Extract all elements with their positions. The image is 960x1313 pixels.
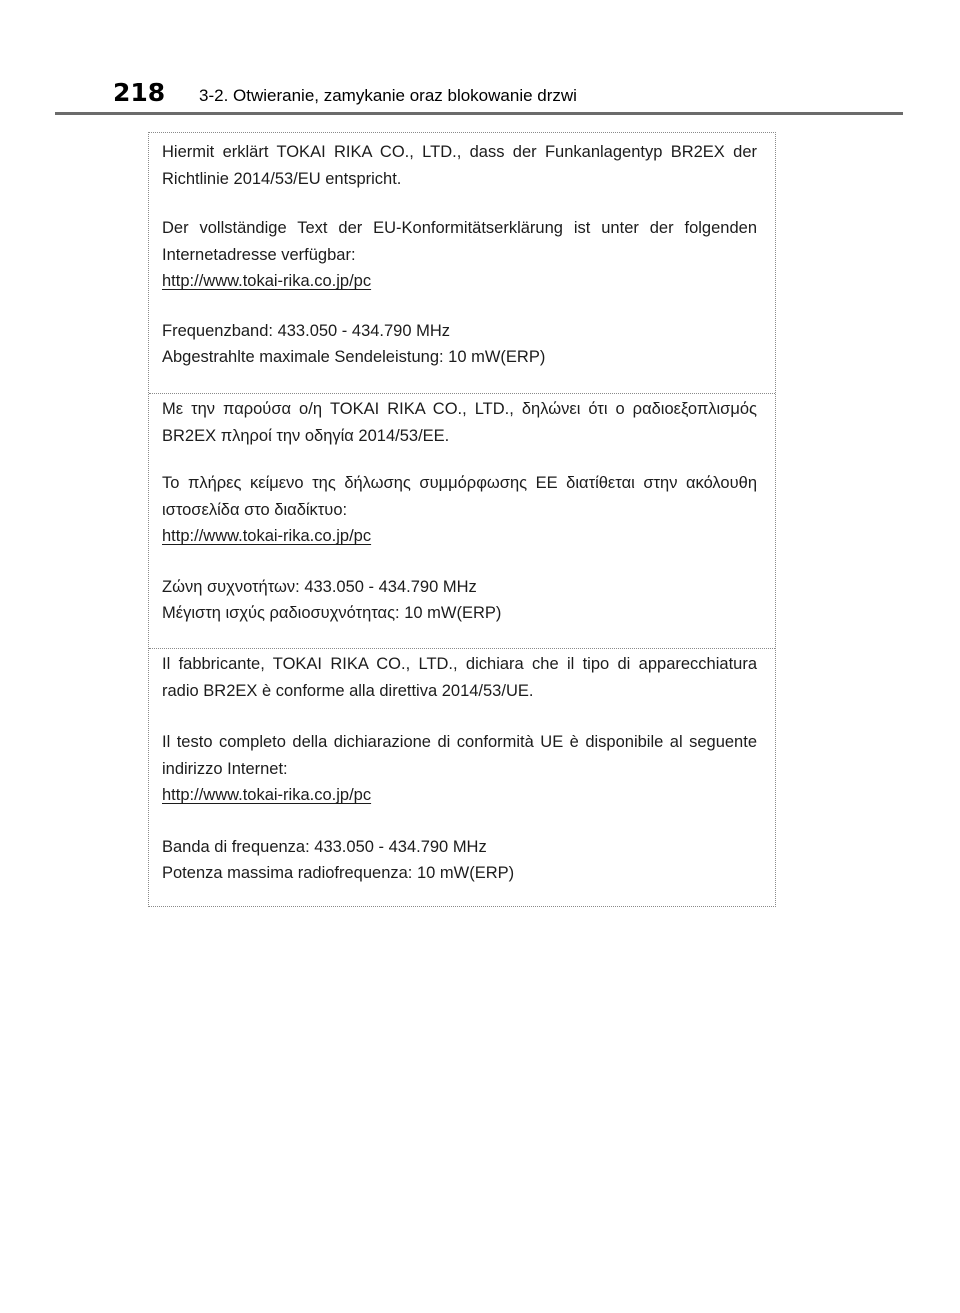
conformity-notice-box — [148, 132, 776, 907]
frequency-band-text: Banda di frequenza: 433.050 - 434.790 MHz — [162, 838, 487, 856]
declaration-url-link[interactable]: http://www.tokai-rika.co.jp/pc — [162, 786, 372, 804]
declaration-url-link[interactable]: http://www.tokai-rika.co.jp/pc — [162, 527, 372, 545]
frequency-band-text: Ζώνη συχνοτήτων: 433.050 - 434.790 MHz — [162, 578, 477, 596]
max-power-text: Μέγιστη ισχύς ραδιοσυχνότητας: 10 mW(ERP) — [162, 604, 502, 622]
notice-greek — [149, 393, 775, 648]
notice-german — [149, 133, 775, 393]
declaration-text: Hiermit erklärt TOKAI RIKA CO., LTD., dass der Funkanlagentyp BR2EX der Richtlinie 2014/53/EU entspricht. — [162, 143, 757, 188]
declaration-url-link[interactable]: http://www.tokai-rika.co.jp/pc — [162, 272, 372, 290]
page-number: 218 — [113, 78, 166, 107]
availability-text: Το πλήρες κείμενο της δήλωσης συμμόρφωσης ΕΕ διατίθεται στην ακόλουθη ιστοσελίδα στο διαδίκτυο: — [162, 474, 757, 519]
availability-text: Der vollständige Text der EU-Konformitätserklärung ist unter der folgenden Internetadresse verfügbar: — [162, 219, 757, 264]
max-power-text: Potenza massima radiofrequenza: 10 mW(ERP) — [162, 864, 515, 882]
page-header — [0, 78, 960, 112]
header-divider — [55, 112, 903, 115]
declaration-text: Με την παρούσα ο/η TOKAI RIKA CO., LTD., δηλώνει ότι ο ραδιοεξοπλισμός BR2EX πληροί την οδηγία 2014/53/ΕΕ. — [162, 400, 757, 445]
section-title: 3-2. Otwieranie, zamykanie oraz blokowanie drzwi — [199, 86, 577, 105]
frequency-band-text: Frequenzband: 433.050 - 434.790 MHz — [162, 322, 451, 340]
declaration-text: Il fabbricante, TOKAI RIKA CO., LTD., dichiara che il tipo di apparecchiatura radio BR2EX è conforme alla direttiva 2014/53/UE. — [162, 655, 757, 700]
max-power-text: Abgestrahlte maximale Sendeleistung: 10 mW(ERP) — [162, 348, 546, 366]
notice-italian — [149, 648, 775, 906]
availability-text: Il testo completo della dichiarazione di conformità UE è disponibile al seguente indirizzo Internet: — [162, 733, 757, 778]
